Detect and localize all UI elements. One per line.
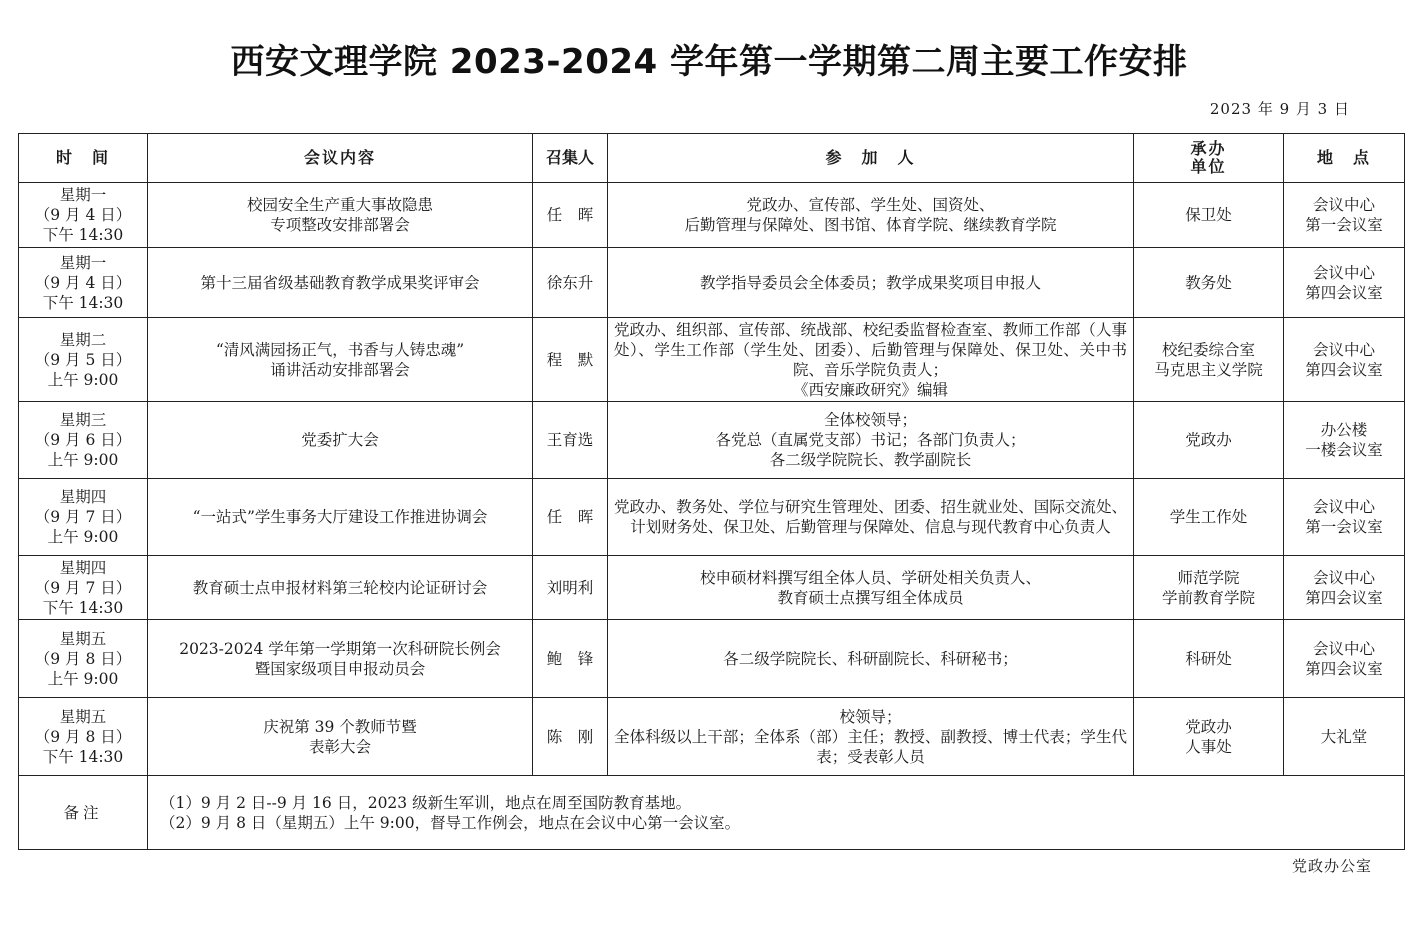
time-cell: 星期二 （9 月 5 日） 上午 9:00 bbox=[19, 318, 148, 402]
table-row bbox=[19, 248, 1405, 318]
header-location: 地 点 bbox=[1284, 134, 1405, 183]
location-cell: 会议中心 第一会议室 bbox=[1284, 183, 1405, 248]
content-cell: “清风满园扬正气，书香与人铸忠魂” 诵讲活动安排部署会 bbox=[148, 318, 533, 402]
header-convener: 召集人 bbox=[533, 134, 608, 183]
convener-cell: 徐东升 bbox=[533, 248, 608, 318]
time-cell: 星期四 （9 月 7 日） 上午 9:00 bbox=[19, 479, 148, 556]
content-cell: 校园安全生产重大事故隐患 专项整改安排部署会 bbox=[148, 183, 533, 248]
table-row bbox=[19, 183, 1405, 248]
remarks-text: （1）9 月 2 日--9 月 16 日，2023 级新生军训，地点在周至国防教育基地。 （2）9 月 8 日（星期五）上午 9:00，督导工作例会，地点在会议中心第一会议室。 bbox=[148, 776, 1405, 850]
content-cell: 党委扩大会 bbox=[148, 402, 533, 479]
remarks-label: 备注 bbox=[19, 776, 148, 850]
table-row bbox=[19, 556, 1405, 620]
organizer-cell: 学生工作处 bbox=[1134, 479, 1284, 556]
table-row bbox=[19, 318, 1405, 402]
participants-cell: 各二级学院院长、科研副院长、科研秘书； bbox=[608, 620, 1134, 698]
participants-cell: 全体校领导； 各党总（直属党支部）书记；各部门负责人； 各二级学院院长、教学副院长 bbox=[608, 402, 1134, 479]
table-row bbox=[19, 479, 1405, 556]
organizer-cell: 党政办 人事处 bbox=[1134, 698, 1284, 776]
header-row bbox=[19, 134, 1405, 183]
organizer-cell: 教务处 bbox=[1134, 248, 1284, 318]
location-cell: 会议中心 第四会议室 bbox=[1284, 318, 1405, 402]
header-participants: 参 加 人 bbox=[608, 134, 1134, 183]
location-cell: 会议中心 第四会议室 bbox=[1284, 248, 1405, 318]
location-cell: 会议中心 第一会议室 bbox=[1284, 479, 1405, 556]
content-cell: “一站式”学生事务大厅建设工作推进协调会 bbox=[148, 479, 533, 556]
header-organizer: 承办 单位 bbox=[1134, 134, 1284, 183]
issue-date: 2023 年 9 月 3 日 bbox=[1209, 100, 1350, 118]
content-cell: 第十三届省级基础教育教学成果奖评审会 bbox=[148, 248, 533, 318]
organizer-cell: 保卫处 bbox=[1134, 183, 1284, 248]
remarks-row bbox=[19, 776, 1405, 850]
location-cell: 会议中心 第四会议室 bbox=[1284, 556, 1405, 620]
time-cell: 星期五 （9 月 8 日） 上午 9:00 bbox=[19, 620, 148, 698]
organizer-cell: 科研处 bbox=[1134, 620, 1284, 698]
convener-cell: 陈 刚 bbox=[533, 698, 608, 776]
schedule-table bbox=[18, 133, 1405, 850]
participants-cell: 校领导； 全体科级以上干部；全体系（部）主任；教授、副教授、博士代表；学生代表；受表彰人员 bbox=[608, 698, 1134, 776]
header-time: 时 间 bbox=[19, 134, 148, 183]
participants-cell: 校申硕材料撰写组全体人员、学研处相关负责人、 教育硕士点撰写组全体成员 bbox=[608, 556, 1134, 620]
participants-cell: 党政办、组织部、宣传部、统战部、校纪委监督检查室、教师工作部（人事处）、学生工作部（学生处、团委）、后勤管理与保障处、保卫处、关中书院、音乐学院负责人； 《西安廉政研究》编辑 bbox=[608, 318, 1134, 402]
content-cell: 2023-2024 学年第一学期第一次科研院长例会 暨国家级项目申报动员会 bbox=[148, 620, 533, 698]
table-row bbox=[19, 620, 1405, 698]
time-cell: 星期一 （9 月 4 日） 下午 14:30 bbox=[19, 183, 148, 248]
time-cell: 星期一 （9 月 4 日） 下午 14:30 bbox=[19, 248, 148, 318]
location-cell: 办公楼 一楼会议室 bbox=[1284, 402, 1405, 479]
convener-cell: 鲍 锋 bbox=[533, 620, 608, 698]
convener-cell: 王育选 bbox=[533, 402, 608, 479]
convener-cell: 程 默 bbox=[533, 318, 608, 402]
organizer-cell: 党政办 bbox=[1134, 402, 1284, 479]
content-cell: 教育硕士点申报材料第三轮校内论证研讨会 bbox=[148, 556, 533, 620]
page-title: 西安文理学院 2023-2024 学年第一学期第二周主要工作安排 bbox=[230, 42, 1188, 82]
location-cell: 大礼堂 bbox=[1284, 698, 1405, 776]
time-cell: 星期四 （9 月 7 日） 下午 14:30 bbox=[19, 556, 148, 620]
content-cell: 庆祝第 39 个教师节暨 表彰大会 bbox=[148, 698, 533, 776]
time-cell: 星期三 （9 月 6 日） 上午 9:00 bbox=[19, 402, 148, 479]
convener-cell: 任 晖 bbox=[533, 479, 608, 556]
location-cell: 会议中心 第四会议室 bbox=[1284, 620, 1405, 698]
table-row bbox=[19, 698, 1405, 776]
convener-cell: 任 晖 bbox=[533, 183, 608, 248]
organizer-cell: 师范学院 学前教育学院 bbox=[1134, 556, 1284, 620]
table-row bbox=[19, 402, 1405, 479]
organizer-cell: 校纪委综合室 马克思主义学院 bbox=[1134, 318, 1284, 402]
participants-cell: 党政办、宣传部、学生处、国资处、 后勤管理与保障处、图书馆、体育学院、继续教育学院 bbox=[608, 183, 1134, 248]
participants-cell: 教学指导委员会全体委员；教学成果奖项目申报人 bbox=[608, 248, 1134, 318]
header-content: 会议内容 bbox=[148, 134, 533, 183]
convener-cell: 刘明利 bbox=[533, 556, 608, 620]
time-cell: 星期五 （9 月 8 日） 下午 14:30 bbox=[19, 698, 148, 776]
participants-cell: 党政办、教务处、学位与研究生管理处、团委、招生就业处、国际交流处、计划财务处、保卫处、后勤管理与保障处、信息与现代教育中心负责人 bbox=[608, 479, 1134, 556]
footer-signature: 党政办公室 bbox=[1291, 857, 1372, 875]
